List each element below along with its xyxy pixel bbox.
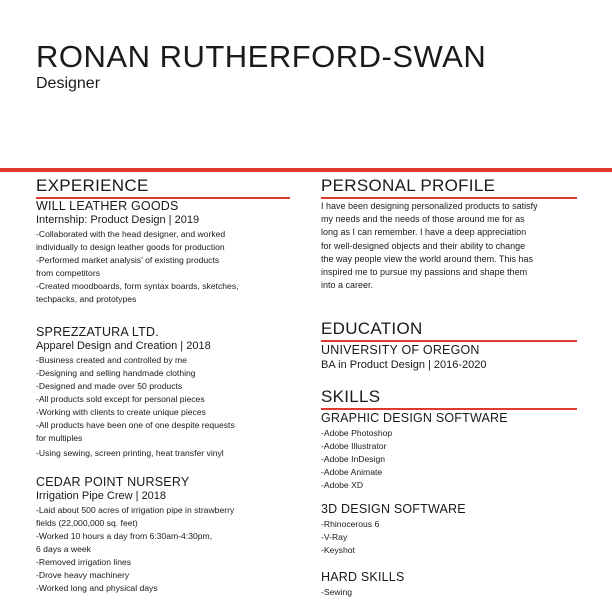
education-section xyxy=(321,319,577,372)
skill-list xyxy=(321,586,577,599)
skill-item: -Adobe XD xyxy=(321,480,364,491)
skill-item: -Adobe Illustrator xyxy=(321,441,387,452)
job-bullets xyxy=(36,504,292,595)
header-divider xyxy=(0,168,612,172)
job-bullet: -All products sold except for personal pieces xyxy=(36,394,205,404)
skills-divider xyxy=(321,408,577,410)
job-bullets xyxy=(36,228,292,306)
skill-item: -Adobe Animate xyxy=(321,467,383,478)
skill-item: -Keyshot xyxy=(321,545,355,556)
job-bullet: 6 days a week xyxy=(36,544,91,554)
job-entry xyxy=(36,199,292,306)
skill-item: -Adobe InDesign xyxy=(321,454,386,465)
profile-line: my needs and the needs of those around me for as xyxy=(321,214,525,225)
job-entry xyxy=(36,475,292,595)
job-bullet: -All products have been one of one despite requests xyxy=(36,420,235,430)
skill-group-title: HARD SKILLS xyxy=(321,570,405,585)
skill-item: -Sewing xyxy=(321,587,353,598)
job-bullet: for multiples xyxy=(36,433,83,443)
profile-line: I have been designing personalized products to satisfy xyxy=(321,201,538,211)
job-bullet: -Designed and made over 50 products xyxy=(36,381,183,391)
job-position: Irrigation Pipe Crew | 2018 xyxy=(36,490,167,502)
skills-section xyxy=(321,387,577,599)
job-bullet: -Collaborated with the head designer, and worked xyxy=(36,229,226,239)
job-bullet: individually to design leather goods for production xyxy=(36,242,225,252)
resume-name: RONAN RUTHERFORD-SWAN xyxy=(36,39,487,74)
job-bullet: -Created moodboards, form syntax boards, sketches, xyxy=(36,281,239,291)
education-degree: BA in Product Design | 2016-2020 xyxy=(321,359,487,372)
job-bullet: -Using sewing, screen printing, heat transfer vinyl xyxy=(36,448,224,458)
education-school: UNIVERSITY OF OREGON xyxy=(321,343,480,358)
job-bullet: techpacks, and prototypes xyxy=(36,294,137,304)
skill-list xyxy=(321,427,577,492)
education-divider xyxy=(321,340,577,342)
job-bullet: -Drove heavy machinery xyxy=(36,570,130,580)
job-position: Apparel Design and Creation | 2018 xyxy=(36,340,211,352)
skill-item: -Adobe Photoshop xyxy=(321,428,393,439)
skill-item: -Rhinocerous 6 xyxy=(321,519,380,530)
skill-list xyxy=(321,518,577,557)
job-bullet: -Working with clients to create unique pieces xyxy=(36,407,206,417)
skill-group-title: 3D DESIGN SOFTWARE xyxy=(321,502,466,517)
job-company: WILL LEATHER GOODS xyxy=(36,199,179,213)
job-bullets xyxy=(36,354,292,460)
job-position: Internship: Product Design | 2019 xyxy=(36,214,200,226)
left-column xyxy=(36,176,292,595)
job-company: CEDAR POINT NURSERY xyxy=(36,475,190,489)
experience-heading: EXPERIENCE xyxy=(36,176,149,195)
skills-heading: SKILLS xyxy=(321,387,381,407)
profile-line: for well-designed objects and their ability to change xyxy=(321,240,526,251)
job-bullet: fields (22,000,000 sq. feet) xyxy=(36,518,138,528)
job-entry xyxy=(36,325,292,460)
job-bullet: -Designing and selling handmade clothing xyxy=(36,368,196,378)
profile-line: long as I can remember. I have a deep appreciation xyxy=(321,227,527,238)
job-bullet: -Worked 10 hours a day from 6:30am-4:30pm, xyxy=(36,531,213,541)
education-heading: EDUCATION xyxy=(321,319,423,339)
job-bullet: -Performed market analysis' of existing products xyxy=(36,255,220,265)
profile-line: into a career. xyxy=(321,280,374,291)
job-bullet: -Laid about 500 acres of irrigation pipe in strawberry xyxy=(36,505,235,515)
resume-role: Designer xyxy=(36,75,101,92)
skill-group-title: GRAPHIC DESIGN SOFTWARE xyxy=(321,411,508,426)
job-bullet: -Removed irrigation lines xyxy=(36,557,132,567)
job-bullet: from competitors xyxy=(36,268,100,278)
profile-heading: PERSONAL PROFILE xyxy=(321,176,496,195)
right-column xyxy=(321,176,577,599)
profile-line: the way people view the world around them. This has xyxy=(321,253,533,264)
skill-item: -V-Ray xyxy=(321,532,348,543)
profile-text xyxy=(321,200,577,292)
job-company: SPREZZATURA LTD. xyxy=(36,325,159,339)
job-bullet: -Worked long and physical days xyxy=(36,583,158,593)
job-bullet: -Business created and controlled by me xyxy=(36,355,187,365)
profile-divider xyxy=(321,197,577,199)
profile-line: inspired me to pursue my passions and shape them xyxy=(321,267,528,278)
